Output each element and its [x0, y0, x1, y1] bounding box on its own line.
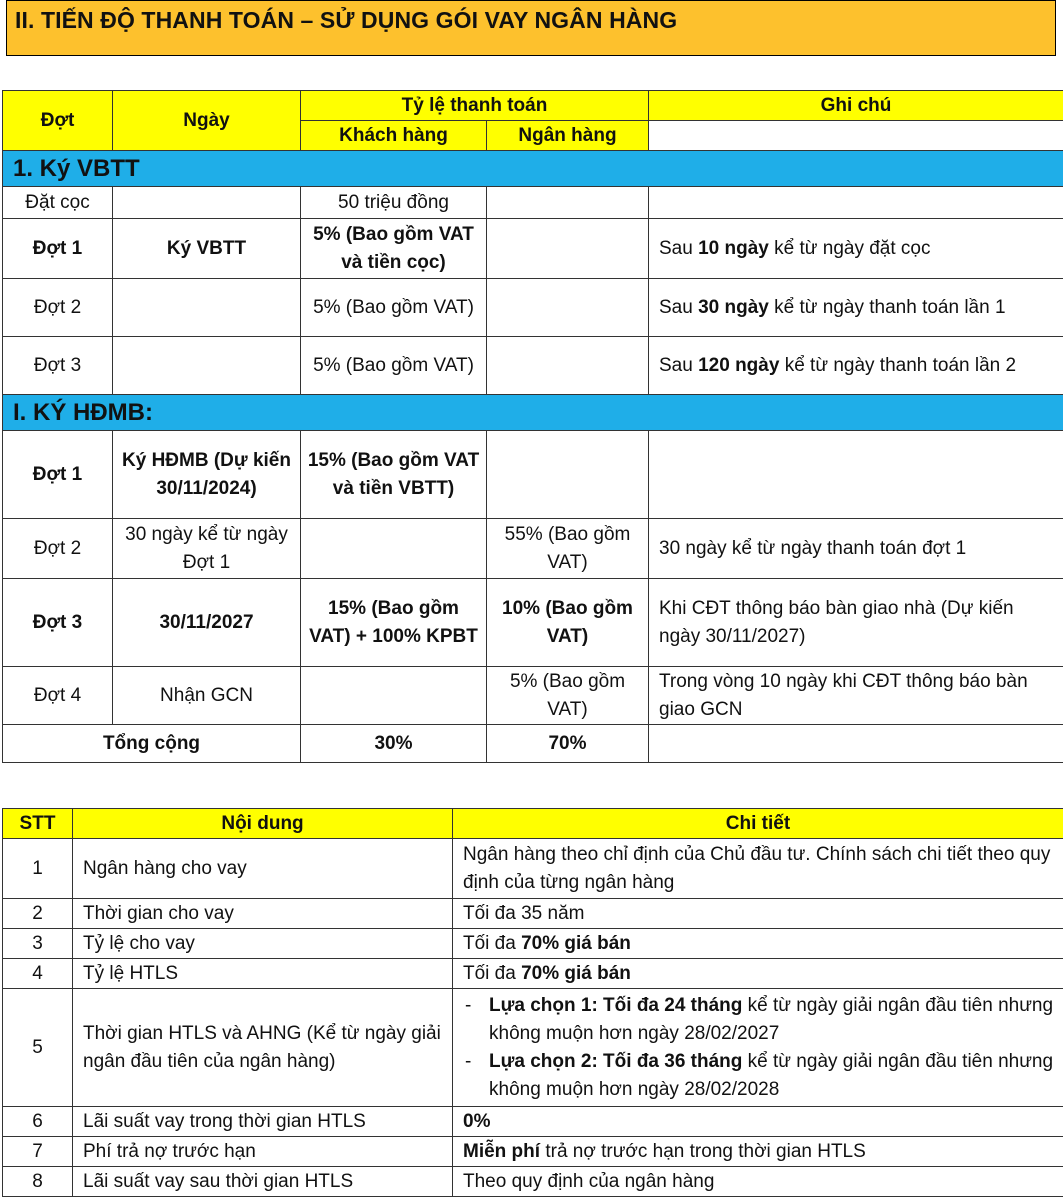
- header-ngan-hang: Ngân hàng: [487, 121, 649, 151]
- row-note: Sau 30 ngày kể từ ngày thanh toán lần 1: [649, 279, 1063, 337]
- header-noi-dung: Nội dung: [73, 809, 453, 839]
- loan-noi-dung: Thời gian HTLS và AHNG (Kể từ ngày giải ngân đầu tiên của ngân hàng): [73, 989, 453, 1107]
- row-ngay: [113, 279, 301, 337]
- row-note: Trong vòng 10 ngày khi CĐT thông báo bàn giao GCN: [649, 667, 1063, 725]
- loan-terms-table: [2, 808, 1063, 1197]
- section-title-banner: [6, 0, 1056, 56]
- section-title: II. TIẾN ĐỘ THANH TOÁN – SỬ DỤNG GÓI VAY NGÂN HÀNG: [15, 7, 678, 33]
- row-note: Sau 10 ngày kể từ ngày đặt cọc: [649, 219, 1063, 279]
- payment-schedule-table: [2, 90, 1063, 763]
- row-ngan-hang: [487, 431, 649, 519]
- loan-option-1: - Lựa chọn 1: Tối đa 24 tháng kể từ ngày giải ngân đầu tiên nhưng không muộn hơn ngày 28/02/2027: [457, 992, 1057, 1048]
- loan-option-2: - Lựa chọn 2: Tối đa 36 tháng kể từ ngày giải ngân đầu tiên nhưng không muộn hơn ngày 28/02/2028: [457, 1048, 1057, 1104]
- loan-stt: 4: [3, 959, 73, 989]
- header-ghi-chu: Ghi chú: [649, 91, 1063, 121]
- loan-chi-tiet: Tối đa 35 năm: [453, 899, 1063, 929]
- total-khach-hang: 30%: [301, 725, 487, 763]
- header-stt: STT: [3, 809, 73, 839]
- row-khach-hang: [301, 667, 487, 725]
- row-khach-hang: 5% (Bao gồm VAT): [301, 279, 487, 337]
- row-ngan-hang: 10% (Bao gồm VAT): [487, 579, 649, 667]
- row-note: Sau 120 ngày kể từ ngày thanh toán lần 2: [649, 337, 1063, 395]
- deposit-label: Đặt cọc: [3, 187, 113, 219]
- loan-stt: 8: [3, 1167, 73, 1197]
- loan-chi-tiet: 0%: [453, 1107, 1063, 1137]
- loan-noi-dung: Thời gian cho vay: [73, 899, 453, 929]
- loan-noi-dung: Lãi suất vay trong thời gian HTLS: [73, 1107, 453, 1137]
- row-khach-hang: 15% (Bao gồm VAT và tiền VBTT): [301, 431, 487, 519]
- loan-stt: 5: [3, 989, 73, 1107]
- row-dot: Đợt 1: [3, 219, 113, 279]
- row-note: [649, 431, 1063, 519]
- row-ngay: Nhận GCN: [113, 667, 301, 725]
- loan-noi-dung: Lãi suất vay sau thời gian HTLS: [73, 1167, 453, 1197]
- loan-chi-tiet: Ngân hàng theo chỉ định của Chủ đầu tư. Chính sách chi tiết theo quy định của từng ngân hàng: [453, 839, 1063, 899]
- total-label: Tổng cộng: [3, 725, 301, 763]
- loan-chi-tiet: Theo quy định của ngân hàng: [453, 1167, 1063, 1197]
- loan-noi-dung: Tỷ lệ cho vay: [73, 929, 453, 959]
- row-khach-hang: [301, 519, 487, 579]
- row-note: Khi CĐT thông báo bàn giao nhà (Dự kiến ngày 30/11/2027): [649, 579, 1063, 667]
- loan-stt: 2: [3, 899, 73, 929]
- row-ngay: Ký VBTT: [113, 219, 301, 279]
- loan-noi-dung: Phí trả nợ trước hạn: [73, 1137, 453, 1167]
- header-ty-le: Tỷ lệ thanh toán: [301, 91, 649, 121]
- row-dot: Đợt 1: [3, 431, 113, 519]
- loan-stt: 7: [3, 1137, 73, 1167]
- section-ky-hdmb: I. KÝ HĐMB:: [3, 395, 1063, 431]
- loan-noi-dung: Tỷ lệ HTLS: [73, 959, 453, 989]
- header-chi-tiet: Chi tiết: [453, 809, 1063, 839]
- row-ngay: 30 ngày kể từ ngày Đợt 1: [113, 519, 301, 579]
- loan-chi-tiet: [453, 989, 1063, 1107]
- row-ngay: Ký HĐMB (Dự kiến 30/11/2024): [113, 431, 301, 519]
- loan-chi-tiet: Miễn phí trả nợ trước hạn trong thời gian HTLS: [453, 1137, 1063, 1167]
- row-ngan-hang: 55% (Bao gồm VAT): [487, 519, 649, 579]
- header-ngay: Ngày: [113, 91, 301, 151]
- row-dot: Đợt 3: [3, 337, 113, 395]
- row-khach-hang: 5% (Bao gồm VAT): [301, 337, 487, 395]
- row-khach-hang: 15% (Bao gồm VAT) + 100% KPBT: [301, 579, 487, 667]
- loan-stt: 1: [3, 839, 73, 899]
- row-dot: Đợt 3: [3, 579, 113, 667]
- loan-stt: 3: [3, 929, 73, 959]
- loan-stt: 6: [3, 1107, 73, 1137]
- total-ngan-hang: 70%: [487, 725, 649, 763]
- loan-chi-tiet: Tối đa 70% giá bán: [453, 929, 1063, 959]
- row-ngay: [113, 337, 301, 395]
- section-ky-vbtt: 1. Ký VBTT: [3, 151, 1063, 187]
- row-note: 30 ngày kể từ ngày thanh toán đợt 1: [649, 519, 1063, 579]
- row-dot: Đợt 2: [3, 519, 113, 579]
- deposit-amount: 50 triệu đồng: [301, 187, 487, 219]
- loan-noi-dung: Ngân hàng cho vay: [73, 839, 453, 899]
- row-dot: Đợt 4: [3, 667, 113, 725]
- row-ngay: 30/11/2027: [113, 579, 301, 667]
- row-dot: Đợt 2: [3, 279, 113, 337]
- loan-chi-tiet: Tối đa 70% giá bán: [453, 959, 1063, 989]
- row-khach-hang: 5% (Bao gồm VAT và tiền cọc): [301, 219, 487, 279]
- header-khach-hang: Khách hàng: [301, 121, 487, 151]
- row-ngan-hang: 5% (Bao gồm VAT): [487, 667, 649, 725]
- header-dot: Đợt: [3, 91, 113, 151]
